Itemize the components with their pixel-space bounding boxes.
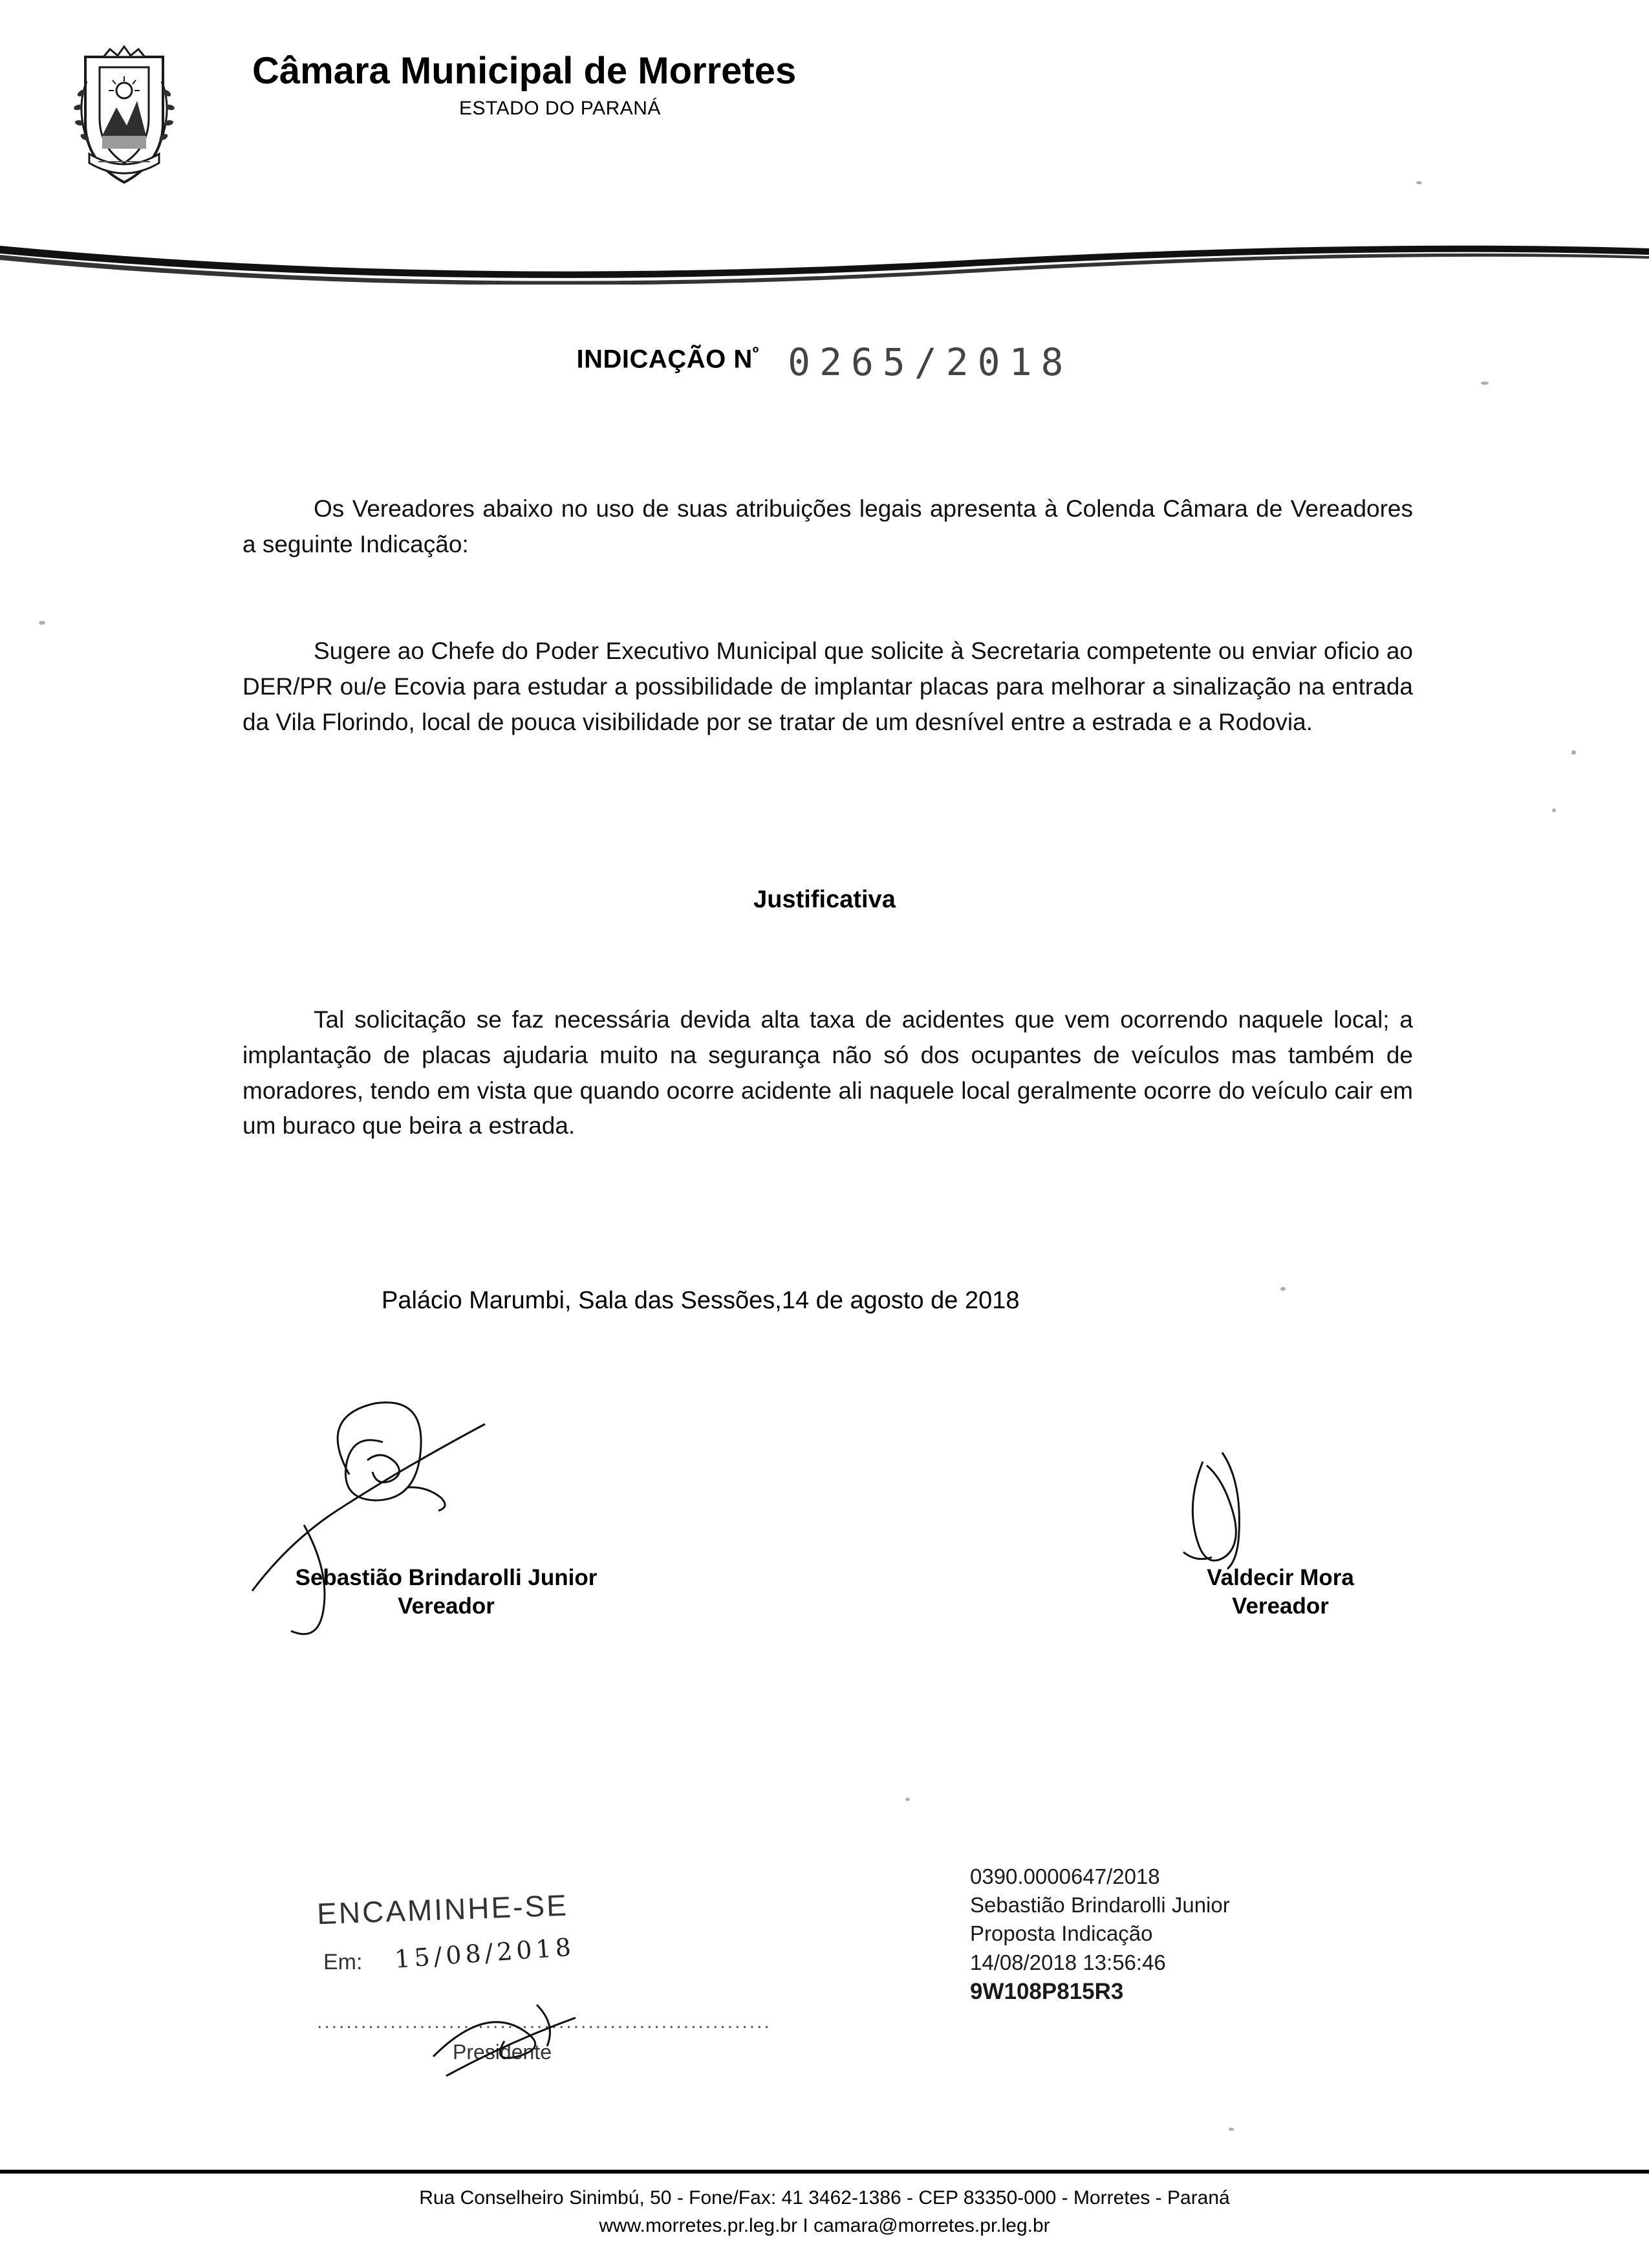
scan-speck bbox=[1229, 2128, 1234, 2131]
scan-speck bbox=[1552, 808, 1556, 812]
institution-title: Câmara Municipal de Morretes bbox=[252, 50, 797, 92]
justification-paragraph: Tal solicitação se faz necessária devida alta taxa de acidentes que vem ocorrendo naquele local; a implantação de placas ajudaria muito na segurança não só dos ocupantes de veículos mas também de moradores, tendo em vista que quando ocorre acidente ali naquele local geralmente ocorre do veículo cair em um buraco que beira a estrada. bbox=[242, 1006, 1413, 1139]
stamp-date-label: Em: bbox=[323, 1950, 363, 1974]
document-header bbox=[0, 39, 1649, 252]
handwritten-signature-icon bbox=[213, 1377, 666, 1662]
stamp-title: ENCAMINHE-SE bbox=[316, 1888, 569, 1931]
protocol-number: 0390.0000647/2018 bbox=[970, 1864, 1160, 1888]
ordinal-mark: º bbox=[752, 342, 759, 362]
page-footer bbox=[0, 2185, 1649, 2240]
justification-heading: Justificativa bbox=[753, 886, 896, 913]
stamp-signature-line: .............................................................. bbox=[317, 2011, 771, 2033]
protocol-code: 9W108P815R3 bbox=[970, 1978, 1124, 2004]
intro-paragraph: Os Vereadores abaixo no uso de suas atribuições legais apresenta à Colenda Câmara de Vereadores a seguinte Indicação: bbox=[242, 495, 1413, 557]
main-paragraph: Sugere ao Chefe do Poder Executivo Municipal que solicite à Secretaria competente ou enviar oficio ao DER/PR ou/e Ecovia para estudar a possibilidade de implantar placas para melhorar a sinalização na entrada da Vila Florindo, local de pouca visibilidade por se tratar de um desnível entre a estrada e a Rodovia. bbox=[242, 638, 1413, 735]
page-title bbox=[577, 343, 759, 374]
signature-block bbox=[226, 1565, 666, 1619]
protocol-type: Proposta Indicação bbox=[970, 1921, 1153, 1946]
scan-speck bbox=[1481, 382, 1489, 385]
protocol-datetime: 14/08/2018 13:56:46 bbox=[970, 1950, 1166, 1974]
coat-of-arms-icon bbox=[72, 45, 176, 194]
scan-speck bbox=[1280, 1287, 1286, 1291]
signature-block bbox=[1106, 1565, 1455, 1619]
signer-name: Valdecir Mora bbox=[1207, 1565, 1354, 1590]
scan-speck bbox=[39, 621, 45, 625]
signer-role: Vereador bbox=[1232, 1593, 1329, 1619]
footer-address: Rua Conselheiro Sinimbú, 50 - Fone/Fax: 41 3462-1386 - CEP 83350-000 - Morretes - Paraná bbox=[419, 2187, 1230, 2209]
document-number: 0265/2018 bbox=[788, 340, 1073, 384]
header-divider-swoosh bbox=[0, 226, 1649, 285]
protocol-block bbox=[970, 1863, 1552, 2007]
document-title-row bbox=[0, 336, 1649, 384]
footer-divider bbox=[0, 2170, 1649, 2174]
scan-speck bbox=[905, 1798, 910, 1801]
place-and-date: Palácio Marumbi, Sala das Sessões,14 de agosto de 2018 bbox=[382, 1287, 1020, 1314]
signer-name: Sebastião Brindarolli Junior bbox=[295, 1565, 598, 1590]
institution-subtitle: ESTADO DO PARANÁ bbox=[459, 97, 661, 119]
header-text-block bbox=[252, 52, 1028, 120]
stamp-role: Presidente bbox=[453, 2040, 552, 2064]
forward-stamp bbox=[317, 1888, 770, 2095]
signer-role: Vereador bbox=[398, 1593, 495, 1619]
scan-speck bbox=[1571, 750, 1576, 755]
stamp-date-value: 15/08/2018 bbox=[393, 1932, 576, 1974]
page-title-text: INDICAÇÃO N bbox=[576, 345, 753, 374]
scan-speck bbox=[1416, 181, 1422, 184]
protocol-author: Sebastião Brindarolli Junior bbox=[970, 1893, 1230, 1917]
footer-contact: www.morretes.pr.leg.br I camara@morretes.pr.leg.br bbox=[599, 2214, 1050, 2236]
